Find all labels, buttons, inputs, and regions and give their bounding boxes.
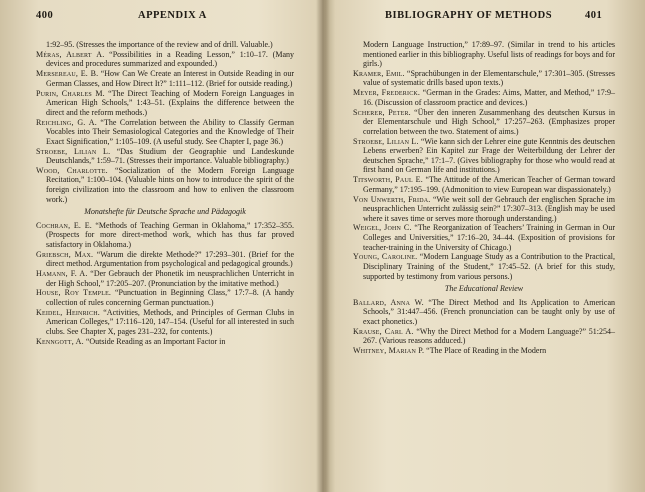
bibliography-entry [36, 269, 294, 288]
bibliography-entry [36, 89, 294, 118]
entry-text: “German in the Grades: Aims, Matter, and Method,” 17:9–16. (Discussion of classroom practice and devices.) [363, 88, 615, 107]
bibliography-entry [36, 50, 294, 69]
entry-author: Wood, Charlotte. [36, 165, 108, 175]
entry-text: “Methods of Teaching German in Oklahoma,” 17:352–355. (Prospects for more direct-method work, which has thus far proved satisfactory in Oklahoma.) [46, 220, 294, 249]
entry-text: “Why the Direct Method for a Modern Language?” 51:254–267. (Various reasons adduced.) [363, 326, 615, 346]
bibliography-entry [36, 308, 294, 337]
entry-text: “Wie kann sich der Lehrer eine gute Kenntnis des deutschen Lebens erwerben? Ein Kapitel zur Frage der Weiterbildung der Lehrer der deutschen Sprache,” 17:1–7. (Gives bibliography for those who would read at first hand on German life and institutions.) [363, 136, 615, 175]
entry-author: Young, Caroline. [353, 252, 418, 262]
bibliography-entry [353, 298, 615, 327]
bibliography-entry [353, 327, 615, 346]
bibliography-entry [36, 288, 294, 307]
bibliography-entry [353, 223, 615, 252]
right-page [323, 0, 645, 492]
entry-author: Cochran, E. E. [36, 220, 92, 230]
bibliography-entry [353, 175, 615, 194]
entry-text: “Sprachübungen in der Elementarschule,” 17:301–305. (Stresses value of systematic drills based upon texts.) [363, 68, 615, 88]
entry-author: Ballard, Anna W. [353, 297, 424, 307]
entry-author: Kenngott, A. [36, 336, 84, 346]
entry-text: “The Direct Teaching of Modern Foreign Languages in American High Schools,” 1:43–51. (Explains the difference between the direct and the reform methods.) [46, 88, 294, 117]
entry-text: “Wie weit soll der Gebrauch der englischen Sprache im neusprachlichen Unterricht zulässig sein?” 17:307–313. (English may be used where it saves time or serves more thorough understanding.) [363, 194, 615, 223]
entry-text: “The Place of Reading in the Modern [424, 345, 547, 355]
entry-author: House, Roy Temple. [36, 288, 112, 298]
bibliography-entry [353, 69, 615, 88]
bibliography-entry [36, 337, 294, 347]
entry-author: Reichling, G. A. [36, 117, 97, 127]
entry-text: “Über den inneren Zusammenhang des deutschen Kursus in der Elementarschule und High School,” 17:257–263. (Emphasizes proper correlation between the two. Statement of aims.) [363, 107, 615, 136]
right-page-body [353, 40, 615, 356]
right-running-head: BIBLIOGRAPHY OF METHODS [385, 10, 553, 21]
bibliography-entry-continued: Modern Language Instruction,” 17:89–97. (Similar in trend to his articles mentioned earlier in this bibliography. Useful lists of readings for boys and for girls.) [363, 40, 615, 69]
entry-author: Hamann, F. A. [36, 268, 88, 278]
bibliography-entry [36, 147, 294, 166]
entry-text: “The Attitude of the American Teacher of German toward Germany,” 17:195–199. (Admonition to view European war dispassionately.) [363, 175, 615, 194]
bibliography-entry [36, 166, 294, 204]
bibliography-entry [353, 346, 615, 356]
entry-author: Kramer, Emil. [353, 68, 405, 78]
entry-author: Von Unwerth, Frida. [353, 194, 431, 204]
bibliography-entry [353, 108, 615, 137]
entry-text: “The Correlation between the Ability to Classify German Vocables into Their Semasiological Categories and the Knowledge of Their Exact Signification,” 1:105–109. (A useful study. See Chapter I, page 36.) [46, 117, 294, 146]
section-heading: Monatshefte für Deutsche Sprache und Pädagogik [84, 207, 246, 217]
bibliography-entry [36, 250, 294, 269]
right-page-number: 401 [585, 10, 603, 21]
entry-author: Weigel, John C. [353, 223, 412, 233]
entry-text: “Warum die direkte Methode?” 17:293–301. (Brief for the direct method. Argumentation from psychological and pedagogical grounds.) [46, 249, 294, 269]
entry-text: “Das Studium der Geographie und Landeskunde Deutschlands,” 1:59–71. (Stresses their importance. Valuable bibliography.) [46, 146, 295, 166]
bibliography-entry [36, 118, 294, 147]
section-heading: The Educational Review [444, 284, 524, 294]
entry-text: “Possibilities in a Reading Lesson,” 1:10–17. (Many devices and procedures summarized and expounded.) [46, 49, 294, 69]
entry-author: Krause, Carl A. [353, 326, 414, 336]
entry-author: Scherer, Peter. [353, 107, 411, 117]
entry-author: Titsworth, Paul E. [353, 175, 423, 185]
left-running-head: APPENDIX A [138, 10, 207, 21]
book-gutter [316, 0, 330, 492]
left-page-number: 400 [36, 10, 54, 21]
entry-text: “Activities, Methods, and Principles of German Clubs in American Colleges,” 17:116–120, 147–154. (Useful for all interested in such clubs. See Chapter X, pages 231–232, for contents.) [46, 307, 294, 336]
bibliography-entry [353, 88, 615, 107]
entry-text: “The Direct Method and Its Application to American Schools,” 31:447–456. (French pronunciation can be taught only by use of exact phonetics.) [363, 297, 616, 326]
entry-author: Mersereau, E. B. [36, 69, 99, 79]
bibliography-entry [353, 137, 615, 175]
entry-author: Griebsch, Max. [36, 249, 94, 259]
entry-text: “Punctuation in Beginning Class,” 17:7–8. (A handy collection of rules concerning German punctuation.) [46, 288, 294, 307]
entry-text: “How Can We Create an Interest in Outside Reading in our German Classes, and How Direct It?” 1:111–112. (Brief for outside reading.) [46, 69, 294, 88]
entry-author: Keidel, Heinrich. [36, 307, 100, 317]
entry-author: Stroebe, Lilian L. [36, 146, 111, 156]
entry-author: Whitney, Marian P. [353, 345, 425, 355]
bibliography-entry [36, 69, 294, 88]
bibliography-entry [353, 252, 615, 281]
entry-text: “Outside Reading as an Important Factor in [83, 336, 226, 346]
entry-author: Purin, Charles M. [36, 88, 105, 98]
entry-author: Méras, Albert A. [36, 49, 105, 59]
left-page [0, 0, 322, 492]
entry-text: “Der Gebrauch der Phonetik im neusprachlichen Unterricht in der High School,” 17:205–207. (Pronunciation by the imitative method.) [46, 268, 294, 288]
entry-author: Stroebe, Lilian L. [353, 136, 419, 146]
bibliography-entry [353, 195, 615, 224]
entry-text: “The Reorganization of Teachers’ Training in German in Our Colleges and Universities,” 17:16–20, 34–44. (Exposition of provisions for teacher-training in the University of Chicago.) [363, 223, 616, 252]
entry-text: “Socialization of the Modern Foreign Language Recitation,” 1:100–104. (Valuable hints on how to introduce the spirit of the foreign civilization into the classroom and how to enliven the classroom work.) [46, 165, 294, 204]
left-page-body [36, 40, 294, 347]
bibliography-entry [36, 221, 294, 250]
entry-text: “Modern Language Study as a Contribution to the Practical, Disciplinary Training of the Student,” 17:45–52. (A brief for this study, supported by testimony from various persons.) [363, 252, 615, 281]
entry-author: Meyer, Frederick. [353, 88, 421, 98]
bibliography-entry-continued: 1:92–95. (Stresses the importance of the review and of drill. Valuable.) [46, 40, 273, 49]
